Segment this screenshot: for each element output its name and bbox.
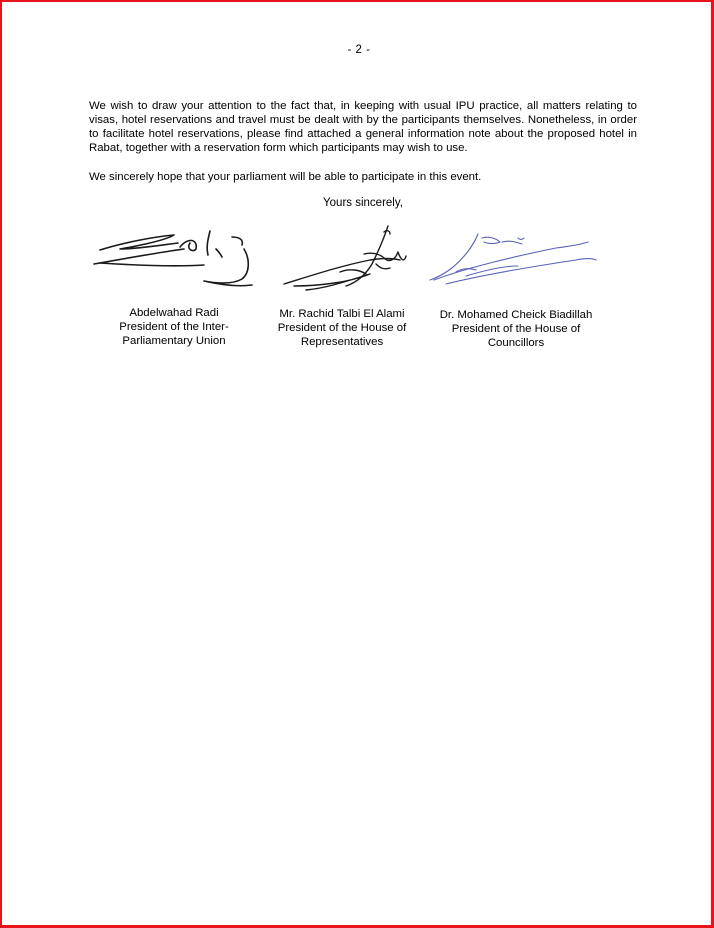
- signatory-name: Dr. Mohamed Cheick Biadillah: [439, 309, 593, 321]
- signature-biadillah-image: [426, 228, 598, 290]
- signatory-name: Abdelwahad Radi: [129, 307, 219, 319]
- signatory-title: Councillors: [487, 337, 545, 349]
- signature-radi-image: [92, 225, 257, 300]
- signatory-biadillah: [428, 308, 604, 350]
- signatory-name: Mr. Rachid Talbi El Alami: [279, 308, 405, 320]
- page-number: - 2 -: [347, 44, 371, 56]
- signatory-title: Parliamentary Union: [122, 335, 226, 347]
- signatory-title: Representatives: [300, 336, 384, 348]
- signatory-talbi-el-alami: [264, 307, 420, 349]
- signatory-radi: [94, 306, 254, 348]
- signature-talbi-el-alami-image: [280, 224, 412, 296]
- signatory-title: President of the House of: [277, 322, 407, 334]
- body-paragraph-visas: We wish to draw your attention to the fact that, in keeping with usual IPU practice, all matters relating to visas, hotel reservations and travel must be dealt with by the participants themselves. Nonetheless, in order to facilitate hotel reservations, please find attached a general information note about the proposed hotel in Rabat, together with a reservation form which participants may wish to use.: [89, 100, 637, 154]
- signatory-title: President of the Inter-: [119, 321, 229, 333]
- signatory-title: President of the House of: [451, 323, 581, 335]
- body-paragraph-participation: We sincerely hope that your parliament will be able to participate in this event.: [89, 171, 482, 183]
- closing-salutation: Yours sincerely,: [323, 197, 403, 209]
